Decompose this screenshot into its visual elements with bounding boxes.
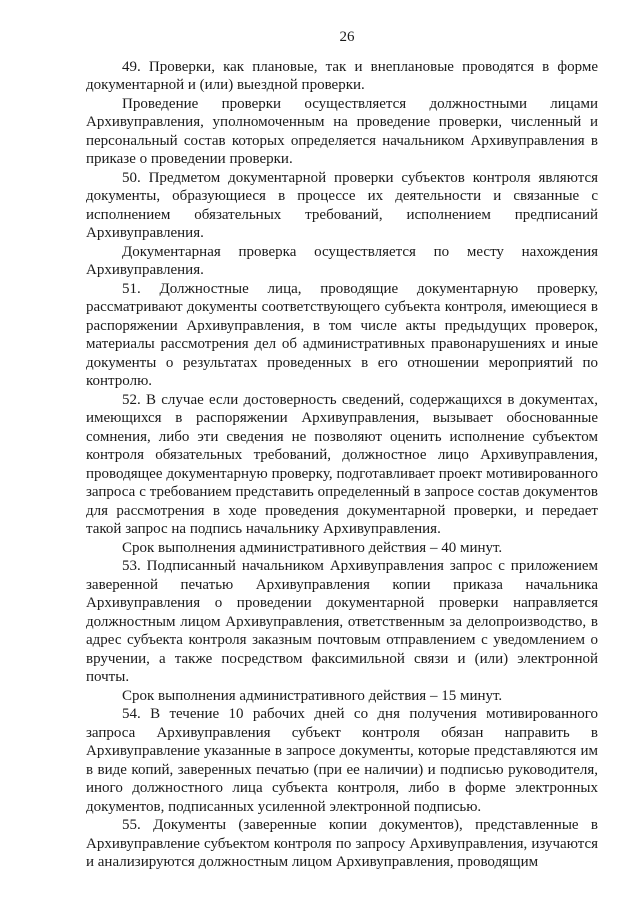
paragraph-55: 55. Документы (заверенные копии документов), представленные в Архивуправление субъектом контроля по запросу Архивуправления, изучаются и анализируются должностным лицом Архивуправления, проводящим	[86, 817, 598, 870]
paragraph-53-deadline: Срок выполнения административного действия – 15 минут.	[122, 687, 503, 704]
page-number: 26	[339, 29, 355, 45]
paragraph-50-location: Документарная проверка осуществляется по месту нахождения Архивуправления.	[86, 243, 598, 278]
paragraph-49: 49. Проверки, как плановые, так и внеплановые проводятся в форме документарной и (или) выездной проверки.	[86, 58, 598, 93]
paragraph-53: 53. Подписанный начальником Архивуправления запрос с приложением заверенной печатью Архивуправления копии приказа начальника Архивуправления о проведении документарной проверки направляется должностным лицом Архивуправления, ответственным за делопроизводство, в адрес субъекта контроля заказным почтовым отправлением с уведомлением о вручении, а также посредством факсимильной связи и (или) электронной почты.	[86, 558, 598, 685]
paragraph-52-deadline: Срок выполнения административного действия – 40 минут.	[122, 539, 503, 556]
paragraph-54: 54. В течение 10 рабочих дней со дня получения мотивированного запроса Архивуправления субъект контроля обязан направить в Архивуправление указанные в запросе документы, которые представляются им в виде копий, заверенных печатью (при ее наличии) и подписью руководителя, иного должностного лица субъекта контроля, либо в форме электронных документов, подписанных усиленной электронной подписью.	[86, 706, 598, 815]
document-body	[86, 58, 598, 872]
paragraph-52: 52. В случае если достоверность сведений, содержащихся в документах, имеющихся в распоряжении Архивуправления, вызывает обоснованные сомнения, либо эти сведения не позволяют оценить исполнение субъектом контроля обязательных требований, должностное лицо Архивуправления, проводящее документарную проверку, подготавливает проект мотивированного запроса с требованием представить определенный в запросе состав документов для рассмотрения в ходе проведения документарной проверки, и передает такой запрос на подпись начальнику Архивуправления.	[86, 391, 598, 537]
paragraph-50: 50. Предметом документарной проверки субъектов контроля являются документы, образующиеся в процессе их деятельности и связанные с исполнением обязательных требований, исполнением предписаний Архивуправления.	[86, 169, 598, 241]
paragraph-51: 51. Должностные лица, проводящие документарную проверку, рассматривают документы соответствующего субъекта контроля, имеющиеся в распоряжении Архивуправления, в том числе акты предыдущих проверок, материалы рассмотрения дел об административных правонарушениях и иные документы о результатах проведенных в его отношении мероприятий по контролю.	[86, 280, 598, 389]
paragraph-49-conduct: Проведение проверки осуществляется должностными лицами Архивуправления, уполномоченным на проведение проверки, численный и персональный состав которых определяется начальником Архивуправления в приказе о проведении проверки.	[86, 95, 598, 167]
